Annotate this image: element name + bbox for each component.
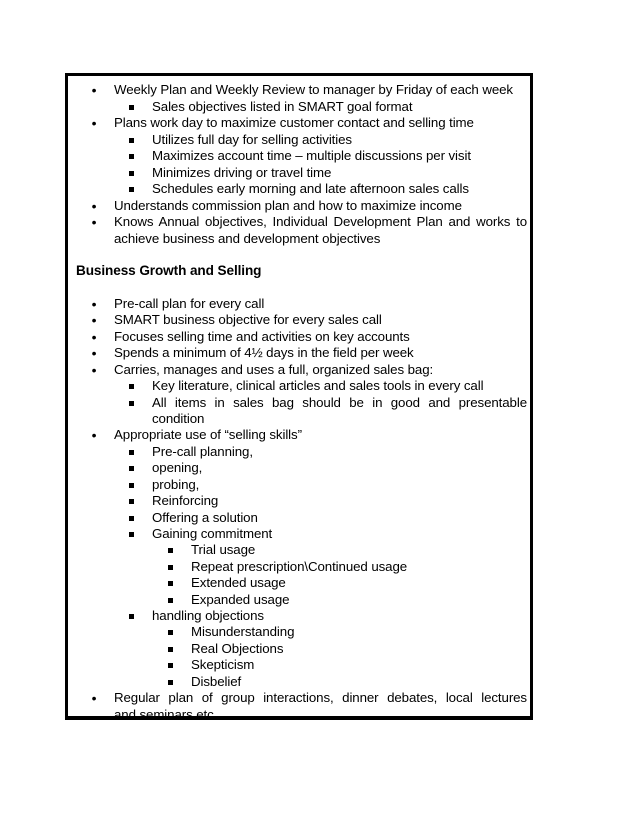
bullet-dot-icon: • bbox=[91, 690, 97, 706]
list-item-text: Offering a solution bbox=[152, 510, 258, 525]
list-item-text: Carries, manages and uses a full, organized sales bag: bbox=[114, 362, 434, 377]
list-item-text: Schedules early morning and late afternoon sales calls bbox=[152, 181, 469, 196]
list-item-text: Repeat prescription\Continued usage bbox=[191, 559, 408, 574]
list-item-text: and seminars etc. bbox=[114, 707, 218, 722]
list-item-text: Trial usage bbox=[191, 542, 256, 557]
list-item-text: achieve business and development objectives bbox=[114, 231, 381, 246]
bullet-dot-icon: • bbox=[91, 345, 97, 361]
bullet-dot-icon: • bbox=[91, 296, 97, 312]
list-item-text: Regular plan of group interactions, dinner debates, local lectures bbox=[114, 690, 527, 705]
list-item-text: Minimizes driving or travel time bbox=[152, 165, 332, 180]
bullet-dot-icon: • bbox=[91, 82, 97, 98]
list-item-text: Reinforcing bbox=[152, 493, 219, 508]
bullet-dot-icon: • bbox=[91, 312, 97, 328]
list-item-text: Real Objections bbox=[191, 641, 284, 656]
list-item-text: condition bbox=[152, 411, 205, 426]
list-item-text: Disbelief bbox=[191, 674, 242, 689]
list-item-text: Pre-call plan for every call bbox=[114, 296, 265, 311]
list-item-text: Spends a minimum of 4½ days in the field per week bbox=[114, 345, 414, 360]
list-item-text: Focuses selling time and activities on key accounts bbox=[114, 329, 410, 344]
list-item-text: opening, bbox=[152, 460, 203, 475]
list-item-text: Misunderstanding bbox=[191, 624, 295, 639]
list-item-text: Key literature, clinical articles and sales tools in every call bbox=[152, 378, 484, 393]
list-item-text: Appropriate use of “selling skills” bbox=[114, 427, 302, 442]
list-item-text: All items in sales bag should be in good and presentable bbox=[152, 395, 527, 410]
bullet-dot-icon: • bbox=[91, 427, 97, 443]
list-item-text: Understands commission plan and how to maximize income bbox=[114, 198, 462, 213]
list-item-text: Sales objectives listed in SMART goal format bbox=[152, 99, 413, 114]
list-item-text: Knows Annual objectives, Individual Development Plan and works to bbox=[114, 214, 527, 229]
document-content-box bbox=[65, 73, 533, 720]
list-item-text: Pre-call planning, bbox=[152, 444, 253, 459]
bullet-dot-icon: • bbox=[91, 329, 97, 345]
list-item-text: Expanded usage bbox=[191, 592, 290, 607]
list-item-text: Maximizes account time – multiple discussions per visit bbox=[152, 148, 471, 163]
list-item-text: Utilizes full day for selling activities bbox=[152, 132, 352, 147]
bullet-dot-icon: • bbox=[91, 362, 97, 378]
list-item-text: Skepticism bbox=[191, 657, 255, 672]
list-item-text: Weekly Plan and Weekly Review to manager by Friday of each week bbox=[114, 82, 513, 97]
list-item-text: Plans work day to maximize customer contact and selling time bbox=[114, 115, 474, 130]
list-item-text: handling objections bbox=[152, 608, 264, 623]
bullet-dot-icon: • bbox=[91, 214, 97, 230]
bullet-dot-icon: • bbox=[91, 198, 97, 214]
list-item-text: SMART business objective for every sales call bbox=[114, 312, 382, 327]
section-heading-text: Business Growth and Selling bbox=[76, 263, 262, 278]
list-item-text: Gaining commitment bbox=[152, 526, 273, 541]
bullet-dot-icon: • bbox=[91, 115, 97, 131]
list-item-text: probing, bbox=[152, 477, 200, 492]
list-item-text: Extended usage bbox=[191, 575, 286, 590]
